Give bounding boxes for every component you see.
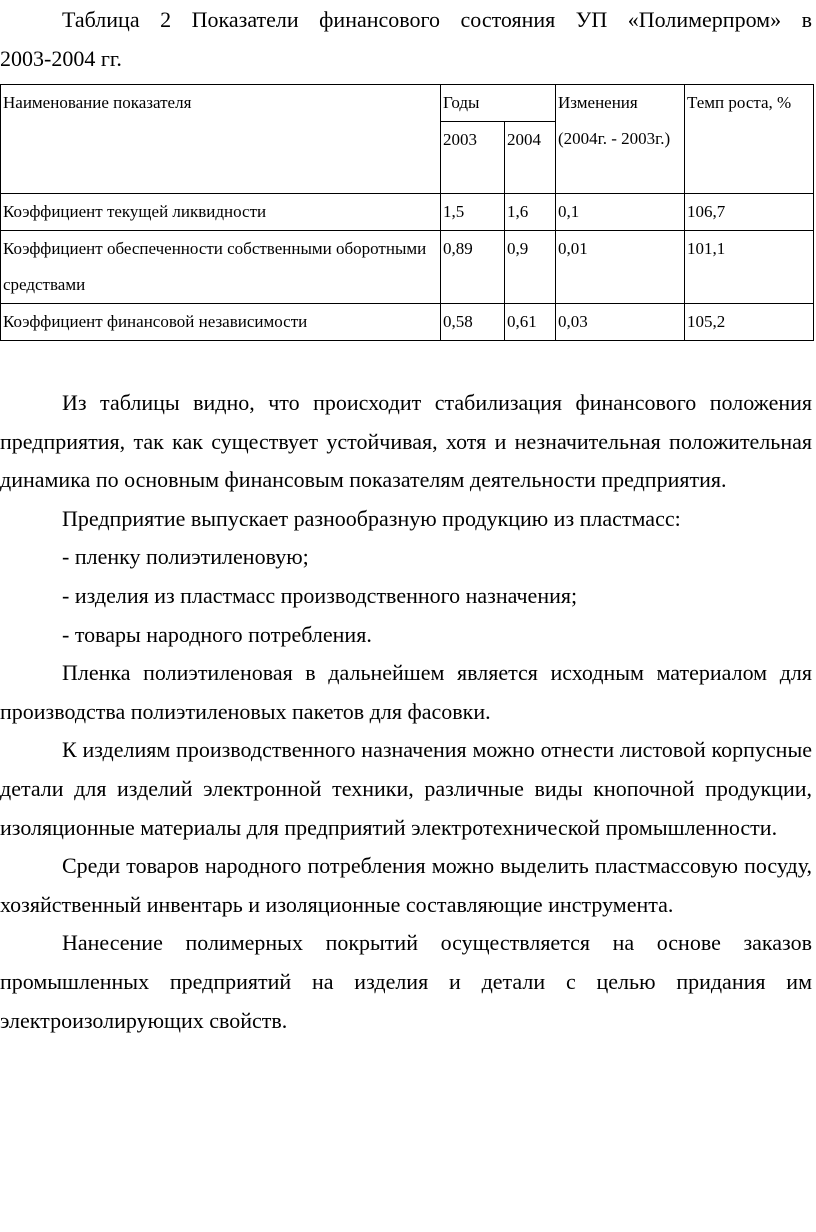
paragraph-polymer-coatings: Нанесение полимерных покрытий осуществляется на основе заказов промышленных предприятий на изделия и детали с целью придания им электроизолирующих свойств. [0, 930, 812, 1033]
list-item: - пленку полиэтиленовую; [62, 544, 309, 570]
row-value-2003: 0,89 [441, 231, 505, 304]
row-change: 0,01 [556, 231, 685, 304]
row-indicator-name: Коэффициент обеспеченности собственными оборотными средствами [1, 231, 441, 304]
row-change: 0,1 [556, 194, 685, 231]
row-growth-rate: 106,7 [685, 194, 814, 231]
row-value-2004: 1,6 [505, 194, 556, 231]
paragraph-products-intro: Предприятие выпускает разнообразную продукцию из пластмасс: [62, 505, 681, 531]
row-value-2004: 0,9 [505, 231, 556, 304]
row-growth-rate: 105,2 [685, 304, 814, 341]
body-text [0, 384, 812, 1040]
header-year-2003: 2003 [441, 122, 505, 194]
table-header-row [1, 85, 814, 122]
row-value-2003: 0,58 [441, 304, 505, 341]
table-row [1, 231, 814, 304]
paragraph-table-conclusion: Из таблицы видно, что происходит стабилизация финансового положения предприятия, так как существует устойчивая, хотя и незначительная положительная динамика по основным финансовым показателям деятельности предприятия. [0, 390, 812, 493]
paragraph-consumer-goods: Среди товаров народного потребления можно выделить пластмассовую посуду, хозяйственный инвентарь и изоляционные составляющие инструмента. [0, 853, 812, 917]
row-value-2004: 0,61 [505, 304, 556, 341]
row-indicator-name: Коэффициент текущей ликвидности [1, 194, 441, 231]
row-growth-rate: 101,1 [685, 231, 814, 304]
table-row [1, 194, 814, 231]
header-indicator-name: Наименование показателя [1, 85, 441, 194]
header-years: Годы [441, 85, 556, 122]
header-growth-rate: Темп роста, % [685, 85, 814, 194]
row-indicator-name: Коэффициент финансовой независимости [1, 304, 441, 341]
caption-line-1: Таблица 2 Показатели финансового состояния УП «Полимерпром» в [62, 7, 812, 32]
table-row [1, 304, 814, 341]
paragraph-industrial-products: К изделиям производственного назначения можно отнести листовой корпусные детали для изделий электронной техники, различные виды кнопочной продукции, изоляционные материалы для предприятий электротехнической промышленности. [0, 737, 812, 840]
table-caption [0, 0, 812, 78]
header-year-2004: 2004 [505, 122, 556, 194]
financial-indicators-table [0, 84, 814, 341]
paragraph-polyethylene-film: Пленка полиэтиленовая в дальнейшем является исходным материалом для производства полиэтиленовых пакетов для фасовки. [0, 660, 812, 724]
row-value-2003: 1,5 [441, 194, 505, 231]
caption-line-2: 2003-2004 гг. [0, 46, 122, 71]
row-change: 0,03 [556, 304, 685, 341]
list-item: - товары народного потребления. [62, 621, 372, 647]
header-change: Изменения (2004г. - 2003г.) [556, 85, 685, 194]
list-item: - изделия из пластмасс производственного назначения; [62, 582, 578, 608]
